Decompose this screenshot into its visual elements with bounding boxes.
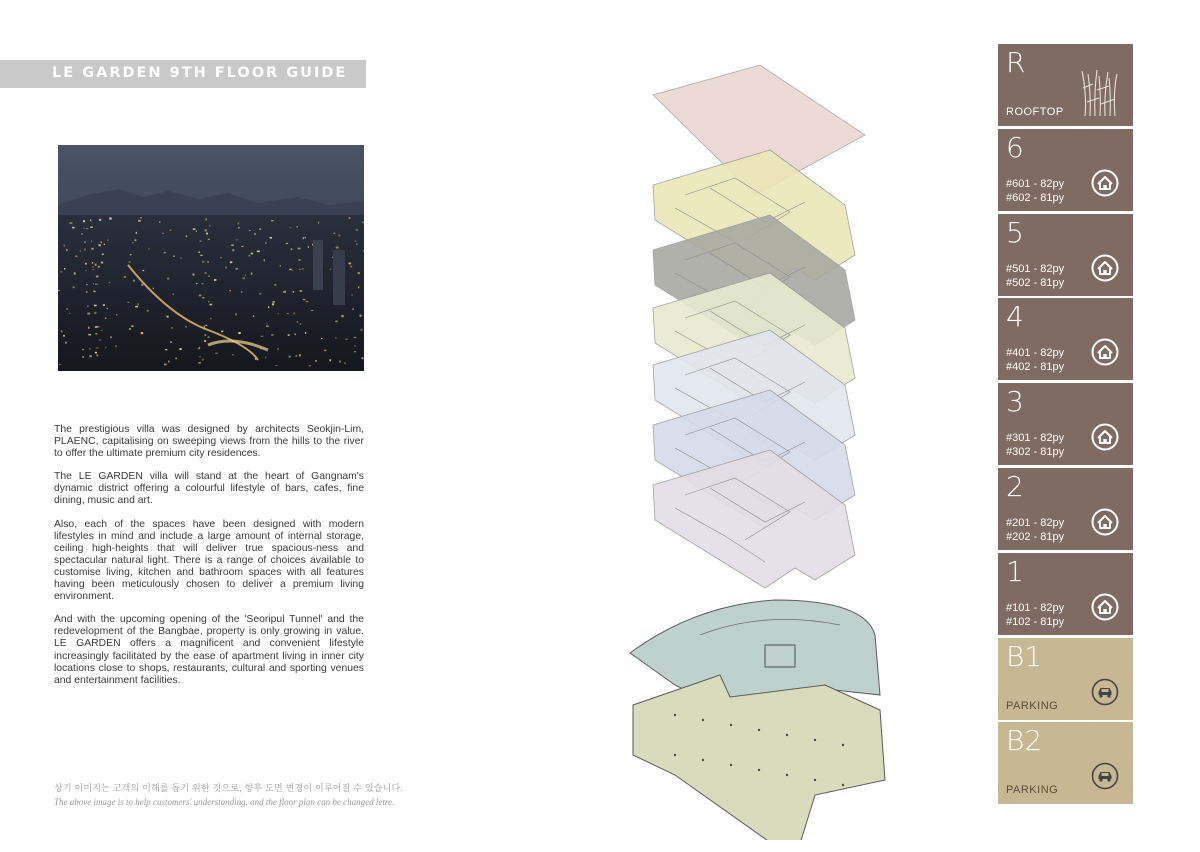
page-title: LE GARDEN 9TH FLOOR GUIDE <box>52 65 348 81</box>
disclaimer-korean: 상기 이미지는 고객의 이해를 돕기 위한 것으로, 향후 도면 변경이 이루어질 수 있습니다. <box>54 783 404 793</box>
paragraph-1: The prestigious villa was designed by architects Seokjin-Lim, PLAENC, capitalising on sweeping views from the hills to the river to offer the ultimate premium city residences. <box>54 424 364 460</box>
car-icon <box>1091 678 1119 711</box>
floor-panel-3[interactable] <box>998 383 1133 465</box>
paragraph-3: Also, each of the spaces have been designed with modern lifestyles in mind and include a large amount of internal storage, ceiling high-heights that will deliver true spacious-ness and spectacular natural light. There is a range of choices available to customise living, kitchen and bathroom spaces with all features having been meticulously chosen to deliver a premium living environment. <box>54 518 364 603</box>
floor-label: ROOFTOP <box>1006 106 1064 118</box>
floor-number: 3 <box>1006 385 1024 419</box>
floor-number: B1 <box>1006 639 1043 673</box>
home-icon <box>1091 423 1119 456</box>
home-icon <box>1091 169 1119 202</box>
title-bar <box>0 60 366 88</box>
floor-number: 6 <box>1006 130 1024 164</box>
floor-panel-b2[interactable] <box>998 722 1133 804</box>
disclaimer-english: The above image is to help customers' understanding, and the floor plan can be changed letre. <box>54 797 395 807</box>
paragraph-2: The LE GARDEN villa will stand at the heart of Gangnam's dynamic district offering a colourful lifestyle of bars, cafes, fine dining, music and art. <box>54 471 364 507</box>
city-night-photo <box>58 145 364 371</box>
home-icon <box>1091 593 1119 626</box>
paragraph-4: And with the upcoming opening of the 'Seoripul Tunnel' and the redevelopment of the Bangbae, property is only growing in value. LE GARDEN offers a magnificent and convenient lifestyle increasingly facilitated by the ease of apartment living in inner city locations close to shops, restaurants, cultural and sporting venues and entertainment facilities. <box>54 614 364 686</box>
floor-number: R <box>1006 46 1026 79</box>
unit-size: #401 - 82py <box>1006 347 1065 360</box>
floor-panel-b1[interactable] <box>998 638 1133 720</box>
unit-size: #202 - 81py <box>1006 531 1065 543</box>
unit-size: #601 - 82py <box>1006 177 1065 190</box>
floor-label: PARKING <box>1006 784 1059 797</box>
b2-layer <box>633 675 885 840</box>
unit-size: #102 - 81py <box>1006 615 1065 628</box>
floor-stack-svg <box>615 55 915 840</box>
floor-label: PARKING <box>1006 699 1059 712</box>
floor-number: 2 <box>1006 470 1024 503</box>
unit-size: #201 - 82py <box>1006 517 1065 529</box>
car-icon <box>1091 762 1119 795</box>
unit-size: #602 - 81py <box>1006 191 1065 204</box>
floor-panel-1[interactable] <box>998 553 1133 635</box>
grass-icon <box>1079 66 1119 123</box>
floor-panel-6[interactable] <box>998 129 1133 211</box>
unit-size: #501 - 82py <box>1006 262 1065 275</box>
floor-number: 4 <box>1006 300 1024 334</box>
home-icon <box>1091 508 1119 541</box>
floor-panel-5[interactable] <box>998 214 1133 296</box>
home-icon <box>1091 254 1119 287</box>
floor-number: B2 <box>1006 724 1043 758</box>
floor-panel-4[interactable] <box>998 298 1133 380</box>
floor-number: 5 <box>1006 215 1024 249</box>
exploded-floor-diagram <box>615 55 915 845</box>
unit-size: #302 - 81py <box>1006 446 1065 459</box>
unit-size: #502 - 81py <box>1006 276 1065 289</box>
home-icon <box>1091 338 1119 371</box>
unit-size: #301 - 82py <box>1006 432 1065 445</box>
description-text <box>54 424 364 698</box>
unit-size: #101 - 82py <box>1006 601 1065 614</box>
floor-panel-r[interactable] <box>998 44 1133 126</box>
floor-number: 1 <box>1006 554 1024 588</box>
city-night-illustration <box>58 145 364 371</box>
floor-panel-2[interactable] <box>998 468 1133 550</box>
unit-size: #402 - 81py <box>1006 361 1065 374</box>
